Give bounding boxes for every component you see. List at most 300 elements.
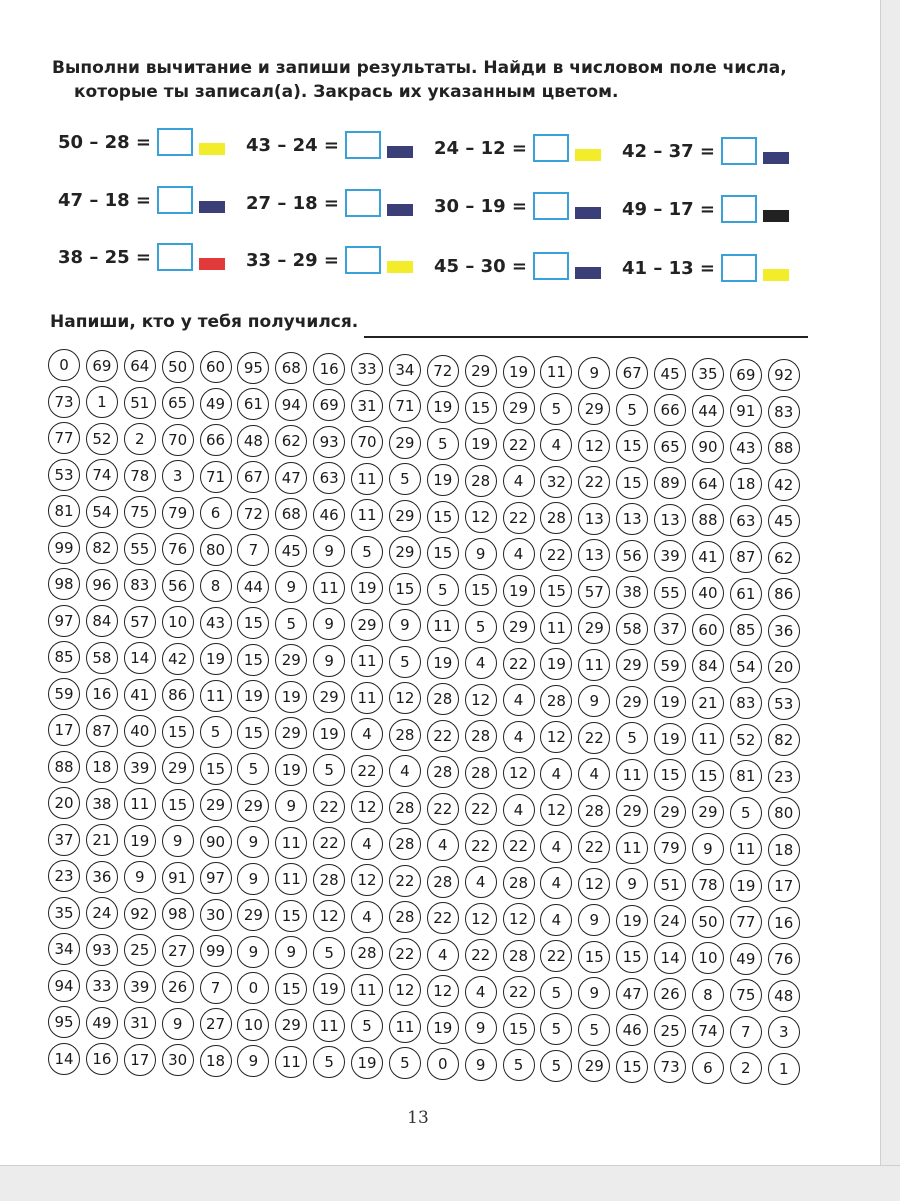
number-circle[interactable]: 9 bbox=[237, 936, 269, 968]
number-circle[interactable]: 15 bbox=[465, 392, 497, 424]
number-circle[interactable]: 28 bbox=[503, 867, 535, 899]
number-circle[interactable]: 53 bbox=[768, 688, 800, 720]
number-circle[interactable]: 12 bbox=[578, 868, 610, 900]
number-circle[interactable]: 37 bbox=[48, 824, 80, 856]
number-circle[interactable]: 13 bbox=[616, 503, 648, 535]
number-circle[interactable]: 29 bbox=[275, 644, 307, 676]
number-circle[interactable]: 12 bbox=[465, 501, 497, 533]
number-circle[interactable]: 12 bbox=[540, 721, 572, 753]
number-circle[interactable]: 22 bbox=[540, 940, 572, 972]
number-circle[interactable]: 95 bbox=[48, 1006, 80, 1038]
number-circle[interactable]: 15 bbox=[427, 501, 459, 533]
number-circle[interactable]: 9 bbox=[162, 825, 194, 857]
number-circle[interactable]: 56 bbox=[616, 540, 648, 572]
number-circle[interactable]: 9 bbox=[313, 645, 345, 677]
number-circle[interactable]: 12 bbox=[465, 684, 497, 716]
number-circle[interactable]: 22 bbox=[503, 648, 535, 680]
number-circle[interactable]: 36 bbox=[768, 615, 800, 647]
number-circle[interactable]: 91 bbox=[730, 395, 762, 427]
number-circle[interactable]: 22 bbox=[540, 539, 572, 571]
number-circle[interactable]: 60 bbox=[200, 351, 232, 383]
number-circle[interactable]: 41 bbox=[124, 679, 156, 711]
number-circle[interactable]: 4 bbox=[503, 794, 535, 826]
number-circle[interactable]: 52 bbox=[730, 724, 762, 756]
number-circle[interactable]: 19 bbox=[540, 648, 572, 680]
number-circle[interactable]: 90 bbox=[200, 826, 232, 858]
number-circle[interactable]: 29 bbox=[654, 796, 686, 828]
number-circle[interactable]: 5 bbox=[313, 754, 345, 786]
number-circle[interactable]: 83 bbox=[124, 569, 156, 601]
number-circle[interactable]: 50 bbox=[692, 906, 724, 938]
number-circle[interactable]: 29 bbox=[616, 686, 648, 718]
number-circle[interactable]: 10 bbox=[237, 1009, 269, 1041]
number-circle[interactable]: 85 bbox=[730, 614, 762, 646]
number-circle[interactable]: 28 bbox=[427, 683, 459, 715]
number-circle[interactable]: 18 bbox=[200, 1045, 232, 1077]
number-circle[interactable]: 11 bbox=[730, 833, 762, 865]
number-circle[interactable]: 30 bbox=[162, 1044, 194, 1076]
number-circle[interactable]: 40 bbox=[124, 715, 156, 747]
number-circle[interactable]: 29 bbox=[389, 536, 421, 568]
number-circle[interactable]: 82 bbox=[86, 532, 118, 564]
number-circle[interactable]: 63 bbox=[313, 462, 345, 494]
number-circle[interactable]: 15 bbox=[237, 607, 269, 639]
number-circle[interactable]: 61 bbox=[730, 578, 762, 610]
number-circle[interactable]: 29 bbox=[692, 796, 724, 828]
number-circle[interactable]: 87 bbox=[730, 541, 762, 573]
number-circle[interactable]: 11 bbox=[616, 832, 648, 864]
number-circle[interactable]: 35 bbox=[48, 897, 80, 929]
number-circle[interactable]: 46 bbox=[313, 499, 345, 531]
number-circle[interactable]: 82 bbox=[768, 724, 800, 756]
number-circle[interactable]: 11 bbox=[351, 682, 383, 714]
number-circle[interactable]: 28 bbox=[465, 757, 497, 789]
number-circle[interactable]: 19 bbox=[465, 428, 497, 460]
number-circle[interactable]: 28 bbox=[540, 685, 572, 717]
number-circle[interactable]: 61 bbox=[237, 388, 269, 420]
number-circle[interactable]: 12 bbox=[503, 757, 535, 789]
number-circle[interactable]: 22 bbox=[389, 938, 421, 970]
number-circle[interactable]: 15 bbox=[540, 575, 572, 607]
number-circle[interactable]: 38 bbox=[86, 788, 118, 820]
number-circle[interactable]: 4 bbox=[503, 721, 535, 753]
number-circle[interactable]: 9 bbox=[237, 826, 269, 858]
number-circle[interactable]: 84 bbox=[692, 650, 724, 682]
number-circle[interactable]: 11 bbox=[351, 974, 383, 1006]
number-circle[interactable]: 5 bbox=[503, 1049, 535, 1081]
number-circle[interactable]: 92 bbox=[768, 359, 800, 391]
number-circle[interactable]: 19 bbox=[654, 686, 686, 718]
number-circle[interactable]: 93 bbox=[313, 426, 345, 458]
number-circle[interactable]: 33 bbox=[86, 970, 118, 1002]
number-circle[interactable]: 55 bbox=[654, 577, 686, 609]
number-circle[interactable]: 42 bbox=[162, 643, 194, 675]
number-circle[interactable]: 8 bbox=[692, 979, 724, 1011]
number-circle[interactable]: 86 bbox=[162, 679, 194, 711]
number-circle[interactable]: 80 bbox=[768, 797, 800, 829]
number-circle[interactable]: 22 bbox=[503, 976, 535, 1008]
number-circle[interactable]: 3 bbox=[162, 460, 194, 492]
number-circle[interactable]: 26 bbox=[654, 978, 686, 1010]
number-circle[interactable]: 6 bbox=[692, 1052, 724, 1084]
number-circle[interactable]: 64 bbox=[692, 468, 724, 500]
number-circle[interactable]: 12 bbox=[540, 794, 572, 826]
number-circle[interactable]: 5 bbox=[389, 463, 421, 495]
number-circle[interactable]: 65 bbox=[654, 431, 686, 463]
number-circle[interactable]: 29 bbox=[578, 1050, 610, 1082]
number-circle[interactable]: 32 bbox=[540, 466, 572, 498]
number-circle[interactable]: 28 bbox=[465, 465, 497, 497]
number-circle[interactable]: 29 bbox=[578, 393, 610, 425]
number-circle[interactable]: 29 bbox=[351, 609, 383, 641]
number-circle[interactable]: 50 bbox=[162, 351, 194, 383]
number-circle[interactable]: 29 bbox=[389, 500, 421, 532]
number-circle[interactable]: 6 bbox=[200, 497, 232, 529]
number-circle[interactable]: 9 bbox=[465, 1049, 497, 1081]
number-circle[interactable]: 54 bbox=[730, 651, 762, 683]
number-circle[interactable]: 15 bbox=[200, 753, 232, 785]
number-circle[interactable]: 11 bbox=[313, 572, 345, 604]
number-circle[interactable]: 31 bbox=[124, 1007, 156, 1039]
number-circle[interactable]: 11 bbox=[389, 1011, 421, 1043]
number-circle[interactable]: 22 bbox=[503, 502, 535, 534]
number-circle[interactable]: 19 bbox=[730, 870, 762, 902]
number-circle[interactable]: 29 bbox=[162, 752, 194, 784]
number-circle[interactable]: 15 bbox=[616, 430, 648, 462]
number-circle[interactable]: 39 bbox=[124, 752, 156, 784]
number-circle[interactable]: 48 bbox=[768, 980, 800, 1012]
number-circle[interactable]: 29 bbox=[313, 681, 345, 713]
number-circle[interactable]: 11 bbox=[351, 499, 383, 531]
number-circle[interactable]: 11 bbox=[616, 759, 648, 791]
number-circle[interactable]: 14 bbox=[124, 642, 156, 674]
number-circle[interactable]: 23 bbox=[768, 761, 800, 793]
number-circle[interactable]: 22 bbox=[427, 902, 459, 934]
number-circle[interactable]: 4 bbox=[540, 831, 572, 863]
number-circle[interactable]: 19 bbox=[427, 1012, 459, 1044]
number-circle[interactable]: 95 bbox=[237, 352, 269, 384]
number-circle[interactable]: 19 bbox=[427, 464, 459, 496]
number-circle[interactable]: 20 bbox=[48, 787, 80, 819]
number-circle[interactable]: 19 bbox=[313, 973, 345, 1005]
number-circle[interactable]: 15 bbox=[503, 1013, 535, 1045]
number-circle[interactable]: 28 bbox=[351, 937, 383, 969]
number-circle[interactable]: 9 bbox=[578, 977, 610, 1009]
number-circle[interactable]: 5 bbox=[616, 722, 648, 754]
number-circle[interactable]: 48 bbox=[237, 425, 269, 457]
number-circle[interactable]: 19 bbox=[313, 718, 345, 750]
number-circle[interactable]: 11 bbox=[351, 645, 383, 677]
number-circle[interactable]: 26 bbox=[162, 971, 194, 1003]
number-circle[interactable]: 29 bbox=[503, 611, 535, 643]
number-circle[interactable]: 4 bbox=[540, 904, 572, 936]
number-circle[interactable]: 15 bbox=[275, 973, 307, 1005]
number-circle[interactable]: 97 bbox=[48, 605, 80, 637]
number-circle[interactable]: 67 bbox=[616, 357, 648, 389]
number-circle[interactable]: 7 bbox=[200, 972, 232, 1004]
number-circle[interactable]: 23 bbox=[48, 860, 80, 892]
number-circle[interactable]: 83 bbox=[768, 396, 800, 428]
number-circle[interactable]: 55 bbox=[124, 533, 156, 565]
number-circle[interactable]: 74 bbox=[692, 1015, 724, 1047]
number-circle[interactable]: 38 bbox=[616, 576, 648, 608]
number-circle[interactable]: 15 bbox=[275, 900, 307, 932]
number-circle[interactable]: 5 bbox=[616, 394, 648, 426]
number-circle[interactable]: 16 bbox=[86, 678, 118, 710]
number-circle[interactable]: 11 bbox=[578, 649, 610, 681]
number-circle[interactable]: 40 bbox=[692, 577, 724, 609]
number-circle[interactable]: 3 bbox=[768, 1016, 800, 1048]
number-circle[interactable]: 58 bbox=[616, 613, 648, 645]
number-circle[interactable]: 69 bbox=[730, 359, 762, 391]
number-circle[interactable]: 19 bbox=[503, 575, 535, 607]
number-circle[interactable]: 9 bbox=[692, 833, 724, 865]
number-circle[interactable]: 15 bbox=[162, 716, 194, 748]
number-circle[interactable]: 93 bbox=[86, 934, 118, 966]
number-circle[interactable]: 49 bbox=[730, 943, 762, 975]
number-circle[interactable]: 9 bbox=[237, 863, 269, 895]
number-circle[interactable]: 72 bbox=[237, 498, 269, 530]
number-circle[interactable]: 4 bbox=[465, 866, 497, 898]
number-circle[interactable]: 43 bbox=[200, 607, 232, 639]
number-circle[interactable]: 0 bbox=[48, 349, 80, 381]
number-circle[interactable]: 17 bbox=[768, 870, 800, 902]
number-circle[interactable]: 91 bbox=[162, 862, 194, 894]
number-circle[interactable]: 10 bbox=[162, 606, 194, 638]
number-circle[interactable]: 9 bbox=[389, 609, 421, 641]
number-circle[interactable]: 78 bbox=[692, 869, 724, 901]
number-circle[interactable]: 0 bbox=[427, 1048, 459, 1080]
number-circle[interactable]: 22 bbox=[313, 827, 345, 859]
number-circle[interactable]: 28 bbox=[389, 901, 421, 933]
number-circle[interactable]: 30 bbox=[200, 899, 232, 931]
number-circle[interactable]: 70 bbox=[351, 426, 383, 458]
number-circle[interactable]: 29 bbox=[275, 1009, 307, 1041]
number-circle[interactable]: 16 bbox=[768, 907, 800, 939]
number-circle[interactable]: 19 bbox=[427, 391, 459, 423]
number-circle[interactable]: 22 bbox=[578, 831, 610, 863]
number-circle[interactable]: 88 bbox=[692, 504, 724, 536]
number-circle[interactable]: 4 bbox=[351, 718, 383, 750]
number-circle[interactable]: 5 bbox=[389, 1047, 421, 1079]
number-circle[interactable]: 11 bbox=[200, 680, 232, 712]
number-circle[interactable]: 45 bbox=[275, 535, 307, 567]
number-circle[interactable]: 21 bbox=[86, 824, 118, 856]
number-circle[interactable]: 5 bbox=[578, 1014, 610, 1046]
number-circle[interactable]: 19 bbox=[200, 643, 232, 675]
number-circle[interactable]: 90 bbox=[692, 431, 724, 463]
number-circle[interactable]: 47 bbox=[275, 462, 307, 494]
number-circle[interactable]: 9 bbox=[578, 357, 610, 389]
number-circle[interactable]: 28 bbox=[427, 756, 459, 788]
number-circle[interactable]: 11 bbox=[540, 612, 572, 644]
number-circle[interactable]: 5 bbox=[389, 646, 421, 678]
number-circle[interactable]: 47 bbox=[616, 978, 648, 1010]
number-circle[interactable]: 14 bbox=[654, 942, 686, 974]
number-circle[interactable]: 79 bbox=[654, 832, 686, 864]
number-circle[interactable]: 18 bbox=[768, 834, 800, 866]
number-circle[interactable]: 12 bbox=[313, 900, 345, 932]
number-circle[interactable]: 69 bbox=[313, 389, 345, 421]
number-circle[interactable]: 28 bbox=[389, 828, 421, 860]
number-circle[interactable]: 77 bbox=[730, 906, 762, 938]
number-circle[interactable]: 31 bbox=[351, 390, 383, 422]
number-circle[interactable]: 67 bbox=[237, 461, 269, 493]
number-circle[interactable]: 39 bbox=[124, 971, 156, 1003]
number-circle[interactable]: 19 bbox=[654, 723, 686, 755]
number-circle[interactable]: 71 bbox=[200, 461, 232, 493]
number-circle[interactable]: 73 bbox=[48, 386, 80, 418]
number-circle[interactable]: 75 bbox=[730, 979, 762, 1011]
number-circle[interactable]: 13 bbox=[578, 539, 610, 571]
number-circle[interactable]: 27 bbox=[162, 935, 194, 967]
number-circle[interactable]: 9 bbox=[237, 1045, 269, 1077]
number-circle[interactable]: 60 bbox=[692, 614, 724, 646]
number-circle[interactable]: 29 bbox=[237, 899, 269, 931]
number-circle[interactable]: 29 bbox=[465, 355, 497, 387]
number-circle[interactable]: 72 bbox=[427, 355, 459, 387]
number-circle[interactable]: 28 bbox=[578, 795, 610, 827]
number-circle[interactable]: 4 bbox=[540, 867, 572, 899]
number-circle[interactable]: 9 bbox=[275, 571, 307, 603]
number-circle[interactable]: 4 bbox=[578, 758, 610, 790]
number-circle[interactable]: 4 bbox=[503, 538, 535, 570]
number-circle[interactable]: 57 bbox=[124, 606, 156, 638]
number-circle[interactable]: 22 bbox=[427, 720, 459, 752]
number-circle[interactable]: 51 bbox=[124, 387, 156, 419]
number-circle[interactable]: 19 bbox=[124, 825, 156, 857]
number-circle[interactable]: 77 bbox=[48, 422, 80, 454]
number-circle[interactable]: 13 bbox=[654, 504, 686, 536]
number-circle[interactable]: 5 bbox=[200, 716, 232, 748]
number-circle[interactable]: 12 bbox=[389, 974, 421, 1006]
number-circle[interactable]: 34 bbox=[48, 933, 80, 965]
number-circle[interactable]: 15 bbox=[692, 760, 724, 792]
number-circle[interactable]: 97 bbox=[200, 862, 232, 894]
number-circle[interactable]: 5 bbox=[427, 428, 459, 460]
number-circle[interactable]: 11 bbox=[275, 1046, 307, 1078]
number-circle[interactable]: 88 bbox=[48, 751, 80, 783]
number-circle[interactable]: 34 bbox=[389, 354, 421, 386]
number-circle[interactable]: 28 bbox=[465, 720, 497, 752]
number-circle[interactable]: 76 bbox=[768, 943, 800, 975]
number-circle[interactable]: 28 bbox=[427, 866, 459, 898]
number-circle[interactable]: 4 bbox=[427, 939, 459, 971]
number-circle[interactable]: 98 bbox=[162, 898, 194, 930]
number-circle[interactable]: 80 bbox=[200, 534, 232, 566]
number-circle[interactable]: 74 bbox=[86, 459, 118, 491]
number-circle[interactable]: 28 bbox=[540, 502, 572, 534]
number-circle[interactable]: 17 bbox=[124, 1044, 156, 1076]
number-circle[interactable]: 86 bbox=[768, 578, 800, 610]
number-circle[interactable]: 81 bbox=[730, 760, 762, 792]
number-circle[interactable]: 4 bbox=[503, 465, 535, 497]
number-circle[interactable]: 15 bbox=[578, 941, 610, 973]
number-circle[interactable]: 11 bbox=[427, 610, 459, 642]
number-circle[interactable]: 15 bbox=[162, 789, 194, 821]
number-circle[interactable]: 19 bbox=[351, 1047, 383, 1079]
number-circle[interactable]: 11 bbox=[313, 1010, 345, 1042]
number-circle[interactable]: 25 bbox=[124, 934, 156, 966]
number-circle[interactable]: 94 bbox=[275, 389, 307, 421]
number-circle[interactable]: 63 bbox=[730, 505, 762, 537]
number-circle[interactable]: 4 bbox=[465, 647, 497, 679]
number-circle[interactable]: 4 bbox=[427, 829, 459, 861]
number-circle[interactable]: 28 bbox=[389, 719, 421, 751]
number-circle[interactable]: 8 bbox=[200, 570, 232, 602]
number-circle[interactable]: 22 bbox=[465, 793, 497, 825]
number-circle[interactable]: 37 bbox=[654, 613, 686, 645]
number-circle[interactable]: 5 bbox=[540, 393, 572, 425]
number-circle[interactable]: 12 bbox=[465, 903, 497, 935]
number-circle[interactable]: 28 bbox=[503, 940, 535, 972]
number-circle[interactable]: 19 bbox=[275, 754, 307, 786]
number-circle[interactable]: 56 bbox=[162, 570, 194, 602]
number-circle[interactable]: 70 bbox=[162, 424, 194, 456]
number-circle[interactable]: 29 bbox=[578, 612, 610, 644]
number-circle[interactable]: 22 bbox=[465, 830, 497, 862]
number-circle[interactable]: 27 bbox=[200, 1008, 232, 1040]
number-circle[interactable]: 18 bbox=[86, 751, 118, 783]
number-circle[interactable]: 12 bbox=[427, 975, 459, 1007]
number-circle[interactable]: 22 bbox=[578, 722, 610, 754]
number-circle[interactable]: 59 bbox=[48, 678, 80, 710]
number-circle[interactable]: 11 bbox=[124, 788, 156, 820]
number-circle[interactable]: 9 bbox=[313, 608, 345, 640]
number-circle[interactable]: 1 bbox=[86, 386, 118, 418]
number-circle[interactable]: 54 bbox=[86, 496, 118, 528]
number-circle[interactable]: 98 bbox=[48, 568, 80, 600]
number-circle[interactable]: 75 bbox=[124, 496, 156, 528]
number-circle[interactable]: 29 bbox=[616, 649, 648, 681]
number-circle[interactable]: 29 bbox=[616, 795, 648, 827]
number-circle[interactable]: 22 bbox=[503, 429, 535, 461]
number-circle[interactable]: 11 bbox=[692, 723, 724, 755]
number-circle[interactable]: 24 bbox=[654, 905, 686, 937]
number-circle[interactable]: 15 bbox=[237, 717, 269, 749]
number-circle[interactable]: 15 bbox=[237, 644, 269, 676]
number-circle[interactable]: 66 bbox=[654, 394, 686, 426]
number-circle[interactable]: 12 bbox=[351, 791, 383, 823]
number-circle[interactable]: 15 bbox=[654, 759, 686, 791]
number-circle[interactable]: 5 bbox=[465, 611, 497, 643]
number-circle[interactable]: 76 bbox=[162, 533, 194, 565]
number-circle[interactable]: 14 bbox=[48, 1043, 80, 1075]
number-circle[interactable]: 22 bbox=[351, 755, 383, 787]
number-circle[interactable]: 15 bbox=[616, 467, 648, 499]
number-circle[interactable]: 5 bbox=[275, 608, 307, 640]
number-circle[interactable]: 96 bbox=[86, 569, 118, 601]
number-circle[interactable]: 44 bbox=[237, 571, 269, 603]
number-circle[interactable]: 78 bbox=[124, 460, 156, 492]
number-circle[interactable]: 1 bbox=[768, 1053, 800, 1085]
number-circle[interactable]: 85 bbox=[48, 641, 80, 673]
number-circle[interactable]: 28 bbox=[389, 792, 421, 824]
number-circle[interactable]: 49 bbox=[200, 388, 232, 420]
number-circle[interactable]: 29 bbox=[503, 392, 535, 424]
number-circle[interactable]: 53 bbox=[48, 459, 80, 491]
number-circle[interactable]: 15 bbox=[427, 537, 459, 569]
number-circle[interactable]: 19 bbox=[427, 647, 459, 679]
number-circle[interactable]: 22 bbox=[503, 830, 535, 862]
number-circle[interactable]: 58 bbox=[86, 642, 118, 674]
number-circle[interactable]: 11 bbox=[351, 463, 383, 495]
number-circle[interactable]: 89 bbox=[654, 467, 686, 499]
number-circle[interactable]: 17 bbox=[48, 714, 80, 746]
number-circle[interactable]: 35 bbox=[692, 358, 724, 390]
number-circle[interactable]: 44 bbox=[692, 395, 724, 427]
number-circle[interactable]: 9 bbox=[578, 685, 610, 717]
